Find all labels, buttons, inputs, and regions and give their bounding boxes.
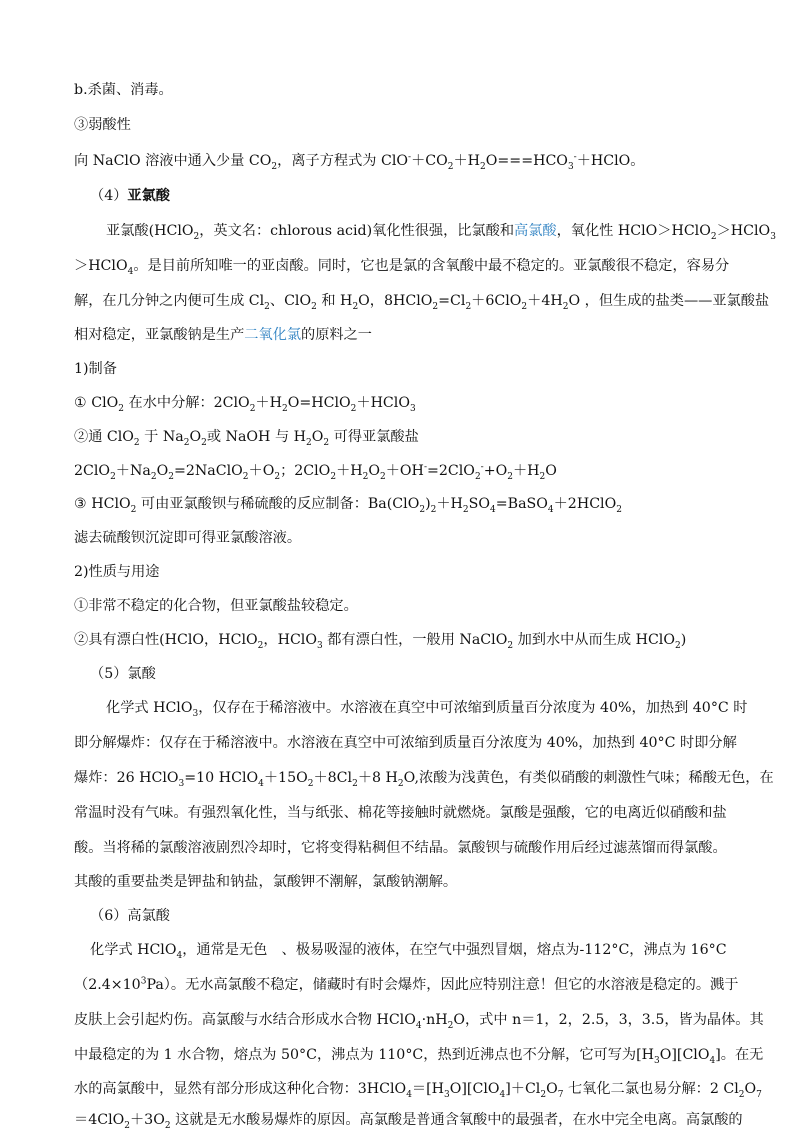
text-line xyxy=(74,151,645,171)
text-segment: 。是目前所知唯一的亚卤酸。同时，它也是氯的含氧酸中最不稳定的。亚氯酸很不稳定，容易分 xyxy=(133,258,730,274)
text-segment: ) xyxy=(425,496,431,512)
subscript: 2 xyxy=(193,231,200,242)
text-segment: ③弱酸性 xyxy=(74,117,131,133)
text-segment: 或 NaOH 与 H xyxy=(206,429,307,445)
subscript: 2 xyxy=(271,161,278,172)
superscript: - xyxy=(408,152,412,163)
text-line xyxy=(74,393,416,413)
text-line xyxy=(74,838,727,858)
text-line xyxy=(74,359,117,379)
text-segment: ＋6ClO xyxy=(471,293,522,309)
subscript: 2 xyxy=(419,504,426,515)
subscript: 2 xyxy=(738,1089,745,1100)
text-segment: ；2ClO xyxy=(280,463,331,479)
text-segment: 都有漂白性，一般用 NaClO xyxy=(322,632,508,648)
text-segment: 1)制备 xyxy=(74,361,117,377)
subscript: 2 xyxy=(118,403,124,414)
subscript: 2 xyxy=(480,161,486,172)
subscript: 2 xyxy=(710,231,717,242)
subscript: 2 xyxy=(264,301,270,312)
subscript: 2 xyxy=(507,471,513,482)
subscript: 4 xyxy=(176,950,183,961)
text-segment: SO xyxy=(468,496,491,512)
text-segment: ＋H xyxy=(336,463,363,479)
subscript: 2 xyxy=(397,778,404,789)
text-line xyxy=(74,1079,762,1099)
text-segment: O=HClO xyxy=(287,395,351,411)
text-segment: ]＋Cl xyxy=(505,1081,541,1097)
subscript: 2 xyxy=(447,161,454,172)
text-segment: 化学式 HClO xyxy=(106,700,193,716)
text-segment: ) xyxy=(680,632,687,648)
text-line xyxy=(74,872,457,892)
text-segment: 七氧化二氯也易分解：2 Cl xyxy=(563,1081,739,1097)
text-segment: ②通 ClO xyxy=(74,429,134,445)
text-segment: ＞HClO xyxy=(716,223,771,239)
text-segment: 常温时没有气味。有强烈氧化性，当与纸张、棉花等接触时就燃烧。氯酸是强酸，它的电离近似硝酸和盐 xyxy=(74,805,727,821)
text-segment: ＋Na xyxy=(115,463,151,479)
text-segment: O xyxy=(311,429,324,445)
subscript: 2 xyxy=(352,301,359,312)
text-line xyxy=(74,562,160,582)
section-heading xyxy=(90,664,156,684)
text-segment: ＝4ClO xyxy=(74,1112,125,1128)
subscript: 2 xyxy=(307,778,314,789)
text-line xyxy=(90,940,727,960)
subscript: 7 xyxy=(756,1089,762,1100)
subscript: 3 xyxy=(192,708,199,719)
subscript: 4 xyxy=(415,1020,422,1031)
text-segment: ，通常是无色 、极易吸湿的液体，在空气中强烈冒烟，熔点为-112°C，沸点为 16°C xyxy=(182,942,727,958)
text-segment: ，仅存在于稀溶液中。水溶液在真空中可浓缩到质量百分浓度为 40%，加热到 40°C 时 xyxy=(198,700,748,716)
subscript: 3 xyxy=(444,1089,450,1100)
subscript: 2 xyxy=(249,403,256,414)
subscript: 2 xyxy=(183,437,190,448)
text-segment: =2ClO xyxy=(426,463,475,479)
section-heading xyxy=(90,906,170,926)
text-line xyxy=(74,325,372,345)
subscript: 2 xyxy=(380,471,386,482)
subscript: 3 xyxy=(316,640,323,651)
subscript: 4 xyxy=(499,1089,506,1100)
text-segment: ＞HClO xyxy=(74,258,128,274)
text-segment: ＋O xyxy=(248,463,275,479)
text-line xyxy=(74,427,419,447)
text-segment: ＋OH xyxy=(385,463,424,479)
text-segment: O xyxy=(744,1081,757,1097)
text-segment: 于 Na xyxy=(139,429,184,445)
text-segment: O xyxy=(189,429,202,445)
text-segment: （2.4×10 xyxy=(74,977,141,993)
text-segment: O，式中 n＝1，2，2.5，3，3.5，皆为晶体。其 xyxy=(453,1012,764,1028)
subscript: 2 xyxy=(130,504,137,515)
subscript: 2 xyxy=(330,471,337,482)
text-segment: O xyxy=(546,1081,558,1097)
subscript: 2 xyxy=(201,437,207,448)
subscript: 2 xyxy=(242,471,249,482)
text-segment: O ，但生成的盐类——亚氯酸盐 xyxy=(568,293,770,309)
subscript: 2 xyxy=(539,471,546,482)
subscript: 2 xyxy=(462,504,469,515)
subscript: 2 xyxy=(110,471,116,482)
text-line xyxy=(74,256,729,276)
text-segment: ＝[H xyxy=(411,1081,445,1097)
text-segment: ，氧化性 HClO＞HClO xyxy=(556,223,711,239)
subscript: 2 xyxy=(281,403,288,414)
text-segment: ·nH xyxy=(421,1012,448,1028)
subscript: 3 xyxy=(409,403,416,414)
subscript: 2 xyxy=(540,1089,547,1100)
text-line xyxy=(74,1045,763,1065)
text-segment: 化学式 HClO xyxy=(90,942,177,958)
text-line xyxy=(74,630,686,650)
text-segment: =10 HClO xyxy=(184,770,259,786)
subscript: 2 xyxy=(430,504,437,515)
subscript: 3 xyxy=(654,1055,660,1066)
text-segment: ＋8 H xyxy=(357,770,398,786)
text-segment: ＋3O xyxy=(129,1112,165,1128)
text-line xyxy=(74,1010,764,1030)
subscript: 2 xyxy=(257,640,264,651)
text-segment: 其酸的重要盐类是钾盐和钠盐，氯酸钾不潮解，氯酸钠潮解。 xyxy=(74,874,458,890)
text-segment: 水的高氯酸中，显然有部分形成这种化合物：3HClO xyxy=(74,1081,407,1097)
text-line xyxy=(74,1110,743,1130)
text-segment: 2)性质与用途 xyxy=(74,564,160,580)
text-segment: 的原料之一 xyxy=(301,327,372,343)
subscript: 2 xyxy=(323,437,330,448)
superscript: - xyxy=(480,462,484,473)
subscript: 2 xyxy=(562,301,569,312)
text-segment: ＋4H xyxy=(527,293,563,309)
text-line xyxy=(74,528,301,548)
text-segment: ＋H xyxy=(453,153,481,169)
subscript: 3 xyxy=(770,231,776,242)
subscript: 4 xyxy=(709,1055,716,1066)
text-segment: （5）氯酸 xyxy=(90,666,156,682)
text-segment: 爆炸：26 HClO xyxy=(74,770,179,786)
subscript: 3 xyxy=(178,778,185,789)
text-segment: O][ClO xyxy=(659,1047,710,1063)
text-segment: O xyxy=(156,463,169,479)
subscript: 4 xyxy=(127,266,134,277)
text-segment: O xyxy=(368,463,380,479)
section-heading xyxy=(90,186,170,206)
hyperlink[interactable]: 二氧化氯 xyxy=(244,327,302,343)
subscript: 2 xyxy=(616,504,622,515)
subscript: 2 xyxy=(432,301,439,312)
text-line xyxy=(74,115,131,135)
text-segment: 这就是无水酸易爆炸的原因。高氯酸是普通含氧酸中的最强者，在水中完全电离。高氯酸的 xyxy=(170,1112,743,1128)
subscript: 2 xyxy=(133,437,140,448)
text-segment: ＋2HClO xyxy=(553,496,617,512)
text-segment: ＋H xyxy=(436,496,463,512)
text-segment: 即分解爆炸：仅存在于稀溶液中。水溶液在真空中可浓缩到质量百分浓度为 40%，加热到 40°C 时即分解 xyxy=(74,735,737,751)
heading-text: 亚氯酸 xyxy=(127,188,170,204)
text-segment: ]。在无 xyxy=(715,1047,764,1063)
text-segment: 滤去硫酸钡沉淀即可得亚氯酸溶液。 xyxy=(74,530,302,546)
text-segment: 在水中分解：2ClO xyxy=(124,395,250,411)
text-line xyxy=(74,975,738,995)
text-segment: 2ClO xyxy=(74,463,111,479)
text-segment: ，离子方程式为 ClO xyxy=(277,153,409,169)
text-segment: 可由亚氯酸钡与稀硫酸的反应制备：Ba(ClO xyxy=(136,496,420,512)
text-segment: （6）高氯酸 xyxy=(90,908,170,924)
text-segment: 相对稳定，亚氯酸钠是生产 xyxy=(74,327,245,343)
text-segment: ，英文名：chlorous acid)氧化性很强，比氯酸和 xyxy=(199,223,515,239)
text-segment: O，8HClO xyxy=(358,293,433,309)
text-segment: ＋8Cl xyxy=(313,770,353,786)
subscript: 2 xyxy=(311,301,317,312)
subscript: 2 xyxy=(362,471,369,482)
text-segment: 向 NaClO 溶液中通入少量 CO xyxy=(74,153,272,169)
text-line xyxy=(74,461,557,481)
text-segment: =BaSO xyxy=(495,496,548,512)
subscript: 4 xyxy=(258,778,264,789)
text-segment: O xyxy=(545,463,557,479)
subscript: 4 xyxy=(547,504,554,515)
subscript: 2 xyxy=(164,1120,171,1131)
text-segment: ＋CO xyxy=(411,153,448,169)
text-segment: b.杀菌、消毒。 xyxy=(74,82,173,98)
text-line xyxy=(74,80,173,100)
text-segment: =Cl xyxy=(438,293,466,309)
text-segment: ① ClO xyxy=(74,395,119,411)
subscript: 2 xyxy=(447,1020,454,1031)
text-line xyxy=(74,494,622,514)
text-line xyxy=(74,733,737,753)
subscript: 2 xyxy=(674,640,681,651)
text-segment: ①非常不稳定的化合物，但亚氯酸盐较稳定。 xyxy=(74,598,358,614)
subscript: 2 xyxy=(474,471,481,482)
subscript: 2 xyxy=(507,640,514,651)
subscript: 2 xyxy=(352,778,358,789)
subscript: 2 xyxy=(521,301,528,312)
text-segment: ③ HClO xyxy=(74,496,131,512)
text-segment: 加到水中从而生成 HClO xyxy=(513,632,675,648)
hyperlink[interactable]: 高氯酸 xyxy=(514,223,557,239)
subscript: 7 xyxy=(557,1089,564,1100)
subscript: 2 xyxy=(274,471,281,482)
text-line xyxy=(106,698,747,718)
text-line xyxy=(74,291,769,311)
text-segment: 亚氯酸(HClO xyxy=(106,223,194,239)
text-segment: 可得亚氯酸盐 xyxy=(329,429,419,445)
subscript: 2 xyxy=(350,403,357,414)
text-segment: 皮肤上会引起灼伤。高氯酸与水结合形成水合物 HClO xyxy=(74,1012,416,1028)
text-segment: ＋HClO。 xyxy=(576,153,645,169)
subscript: 2 xyxy=(124,1120,130,1131)
superscript: 3 xyxy=(140,976,147,987)
text-segment: ②具有漂白性(HClO，HClO xyxy=(74,632,258,648)
text-segment: 、ClO xyxy=(269,293,312,309)
subscript: 4 xyxy=(406,1089,412,1100)
superscript: - xyxy=(423,462,427,473)
text-segment: O][ClO xyxy=(449,1081,500,1097)
subscript: 2 xyxy=(168,471,174,482)
text-segment: 解，在几分钟之内便可生成 Cl xyxy=(74,293,265,309)
text-segment: O===HCO xyxy=(485,153,568,169)
text-segment: ，HClO xyxy=(263,632,317,648)
text-segment: +O xyxy=(483,463,508,479)
text-segment: （4） xyxy=(90,188,128,204)
text-line xyxy=(106,221,776,241)
text-segment: 和 H xyxy=(316,293,353,309)
text-segment: Pa）。无水高氯酸不稳定，储藏时有时会爆炸，因此应特别注意！但它的水溶液是稳定的。溅于 xyxy=(146,977,739,993)
subscript: 3 xyxy=(567,161,574,172)
text-segment: ＋H xyxy=(255,395,282,411)
text-segment: ＋HClO xyxy=(356,395,410,411)
text-segment: ＋15O xyxy=(263,770,308,786)
text-segment: 中最稳定的为 1 水合物，熔点为 50°C，沸点为 110°C，热到近沸点也不分解，它可写为[H xyxy=(74,1047,655,1063)
text-line xyxy=(74,768,774,788)
subscript: 2 xyxy=(150,471,157,482)
subscript: 2 xyxy=(465,301,472,312)
text-segment: =2NaClO xyxy=(173,463,243,479)
text-line xyxy=(74,596,358,616)
text-line xyxy=(74,803,727,823)
subscript: 2 xyxy=(306,437,312,448)
text-segment: O,浓酸为浅黄色，有类似硝酸的刺激性气味；稀酸无色，在 xyxy=(403,770,774,786)
text-segment: ＋H xyxy=(512,463,540,479)
text-segment: 酸。当将稀的氯酸溶液剧烈冷却时，它将变得粘稠但不结晶。氯酸钡与硫酸作用后经过滤蒸馏而得氯酸。 xyxy=(74,840,727,856)
subscript: 4 xyxy=(490,504,496,515)
superscript: - xyxy=(573,152,577,163)
